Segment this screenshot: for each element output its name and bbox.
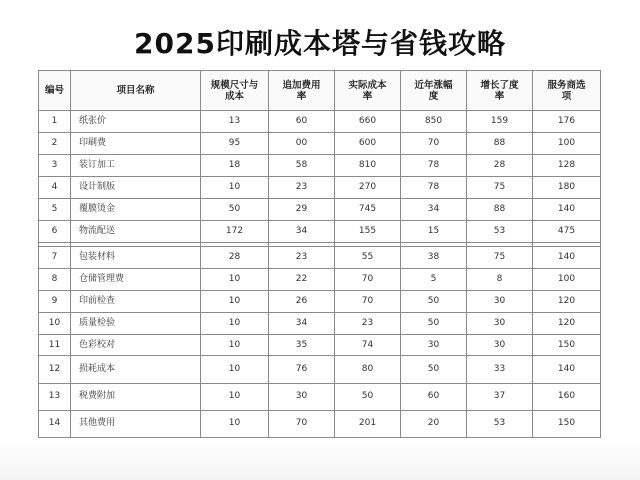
value-cell: 850	[401, 111, 467, 133]
value-cell: 180	[533, 176, 601, 198]
value-cell: 35	[269, 334, 335, 356]
item-name-cell: 印前检查	[71, 290, 201, 312]
value-cell: 100	[533, 132, 601, 154]
row-id-cell: 1	[39, 111, 71, 133]
value-cell: 10	[201, 268, 269, 290]
value-cell: 128	[533, 154, 601, 176]
value-cell: 34	[401, 198, 467, 220]
value-cell: 745	[335, 198, 401, 220]
value-cell: 150	[533, 410, 601, 437]
value-cell: 60	[269, 111, 335, 133]
row-id-cell: 13	[39, 383, 71, 410]
value-cell: 37	[467, 383, 533, 410]
value-cell: 10	[201, 176, 269, 198]
item-name-cell: 损耗成本	[71, 356, 201, 383]
value-cell: 30	[467, 334, 533, 356]
value-cell: 660	[335, 111, 401, 133]
row-id-cell: 4	[39, 176, 71, 198]
item-name-cell: 印刷费	[71, 132, 201, 154]
item-name-cell: 包装材料	[71, 246, 201, 268]
value-cell: 95	[201, 132, 269, 154]
value-cell: 23	[269, 246, 335, 268]
value-cell: 140	[533, 356, 601, 383]
value-cell: 88	[467, 198, 533, 220]
value-cell: 38	[401, 246, 467, 268]
value-cell: 23	[335, 312, 401, 334]
value-cell: 74	[335, 334, 401, 356]
value-cell: 120	[533, 312, 601, 334]
value-cell: 70	[335, 268, 401, 290]
row-id-cell: 2	[39, 132, 71, 154]
value-cell: 26	[269, 290, 335, 312]
value-cell: 28	[467, 154, 533, 176]
item-name-cell: 质量检验	[71, 312, 201, 334]
table-row	[39, 154, 601, 176]
col-header-id: 编号	[39, 71, 71, 111]
table-row	[39, 111, 601, 133]
col-header-growth: 增长了度 率	[467, 71, 533, 111]
value-cell: 70	[401, 132, 467, 154]
value-cell: 75	[467, 246, 533, 268]
value-cell: 30	[467, 290, 533, 312]
value-cell: 29	[269, 198, 335, 220]
table-row	[39, 132, 601, 154]
item-name-cell: 覆膜烫金	[71, 198, 201, 220]
cost-table	[38, 70, 601, 438]
value-cell: 10	[201, 356, 269, 383]
value-cell: 18	[201, 154, 269, 176]
row-id-cell: 11	[39, 334, 71, 356]
value-cell: 155	[335, 220, 401, 242]
value-cell: 70	[269, 410, 335, 437]
item-name-cell: 设计制版	[71, 176, 201, 198]
value-cell: 30	[467, 312, 533, 334]
row-id-cell: 9	[39, 290, 71, 312]
row-id-cell: 10	[39, 312, 71, 334]
value-cell: 78	[401, 176, 467, 198]
table-row	[39, 410, 601, 437]
table-row	[39, 246, 601, 268]
value-cell: 76	[269, 356, 335, 383]
table-row	[39, 312, 601, 334]
value-cell: 50	[201, 198, 269, 220]
value-cell: 58	[269, 154, 335, 176]
value-cell: 140	[533, 198, 601, 220]
value-cell: 50	[401, 290, 467, 312]
value-cell: 810	[335, 154, 401, 176]
value-cell: 00	[269, 132, 335, 154]
page-title: 2025印刷成本塔与省钱攻略	[134, 27, 506, 60]
value-cell: 30	[401, 334, 467, 356]
row-id-cell: 7	[39, 246, 71, 268]
row-id-cell: 8	[39, 268, 71, 290]
value-cell: 30	[269, 383, 335, 410]
value-cell: 23	[269, 176, 335, 198]
value-cell: 10	[201, 383, 269, 410]
value-cell: 50	[401, 356, 467, 383]
row-id-cell: 5	[39, 198, 71, 220]
value-cell: 50	[401, 312, 467, 334]
value-cell: 600	[335, 132, 401, 154]
value-cell: 60	[401, 383, 467, 410]
row-id-cell: 12	[39, 356, 71, 383]
table-row	[39, 334, 601, 356]
value-cell: 140	[533, 246, 601, 268]
value-cell: 100	[533, 268, 601, 290]
value-cell: 28	[201, 246, 269, 268]
value-cell: 270	[335, 176, 401, 198]
value-cell: 150	[533, 334, 601, 356]
item-name-cell: 装订加工	[71, 154, 201, 176]
col-header-vendor: 服务商选 项	[533, 71, 601, 111]
value-cell: 80	[335, 356, 401, 383]
table-row	[39, 220, 601, 242]
value-cell: 160	[533, 383, 601, 410]
table-row	[39, 198, 601, 220]
item-name-cell: 税费附加	[71, 383, 201, 410]
value-cell: 34	[269, 220, 335, 242]
item-name-cell: 色彩校对	[71, 334, 201, 356]
col-header-recent-rise: 近年涨幅 度	[401, 71, 467, 111]
value-cell: 53	[467, 220, 533, 242]
row-id-cell: 14	[39, 410, 71, 437]
cost-table-container	[38, 70, 600, 438]
value-cell: 5	[401, 268, 467, 290]
value-cell: 172	[201, 220, 269, 242]
value-cell: 120	[533, 290, 601, 312]
value-cell: 50	[335, 383, 401, 410]
value-cell: 20	[401, 410, 467, 437]
row-id-cell: 6	[39, 220, 71, 242]
col-header-item: 项目名称	[71, 71, 201, 111]
value-cell: 201	[335, 410, 401, 437]
value-cell: 75	[467, 176, 533, 198]
item-name-cell: 纸张价	[71, 111, 201, 133]
table-row	[39, 290, 601, 312]
value-cell: 159	[467, 111, 533, 133]
value-cell: 13	[201, 111, 269, 133]
col-header-extra-rate: 追加费用 率	[269, 71, 335, 111]
value-cell: 33	[467, 356, 533, 383]
item-name-cell: 物流配送	[71, 220, 201, 242]
item-name-cell: 仓储管理费	[71, 268, 201, 290]
value-cell: 34	[269, 312, 335, 334]
value-cell: 55	[335, 246, 401, 268]
value-cell: 10	[201, 410, 269, 437]
table-header-row	[39, 71, 601, 111]
value-cell: 15	[401, 220, 467, 242]
value-cell: 70	[335, 290, 401, 312]
page-bottom	[0, 440, 640, 480]
value-cell: 475	[533, 220, 601, 242]
col-header-base-cost: 规模尺寸与 成本	[201, 71, 269, 111]
value-cell: 53	[467, 410, 533, 437]
value-cell: 10	[201, 290, 269, 312]
row-id-cell: 3	[39, 154, 71, 176]
value-cell: 176	[533, 111, 601, 133]
value-cell: 22	[269, 268, 335, 290]
item-name-cell: 其他费用	[71, 410, 201, 437]
table-row	[39, 356, 601, 383]
value-cell: 8	[467, 268, 533, 290]
value-cell: 88	[467, 132, 533, 154]
col-header-actual-cost: 实际成本 率	[335, 71, 401, 111]
table-body	[39, 111, 601, 438]
table-row	[39, 268, 601, 290]
table-row	[39, 383, 601, 410]
value-cell: 10	[201, 334, 269, 356]
value-cell: 10	[201, 312, 269, 334]
table-row	[39, 176, 601, 198]
value-cell: 78	[401, 154, 467, 176]
